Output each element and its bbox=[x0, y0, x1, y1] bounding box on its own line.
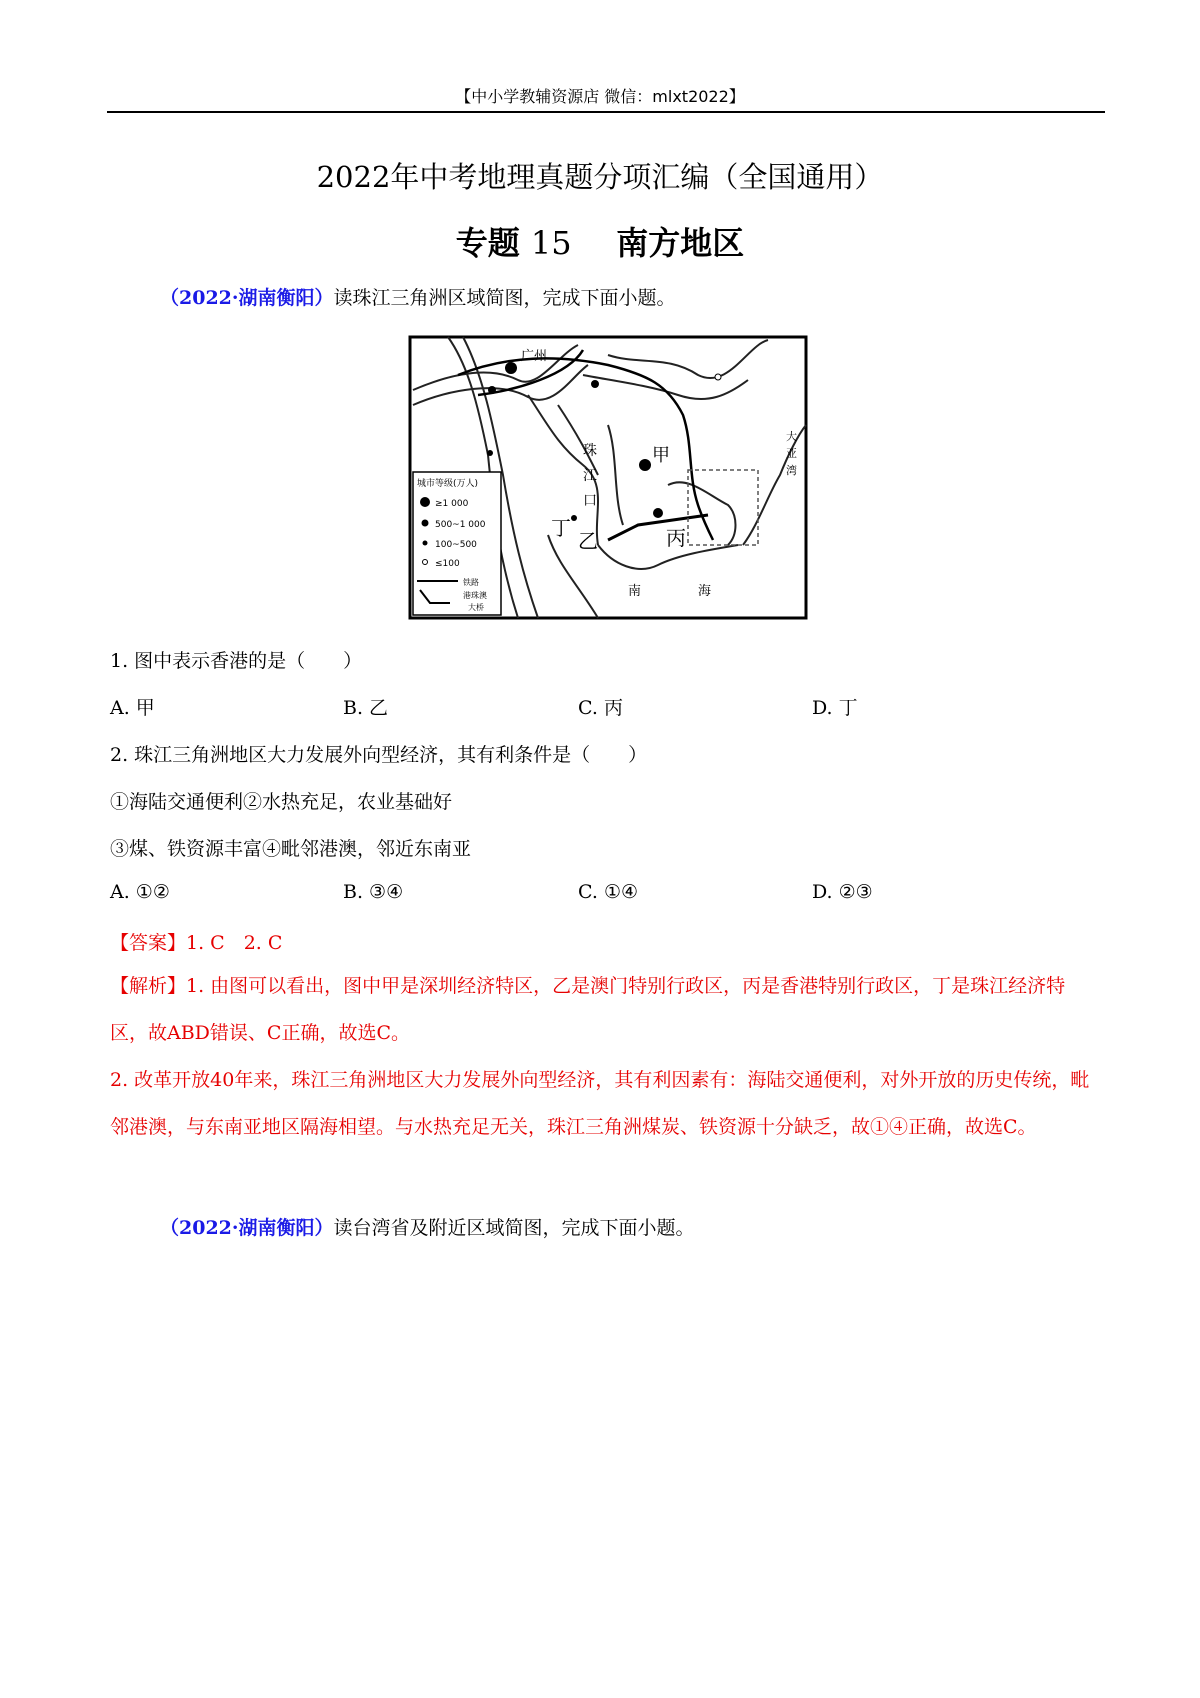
page-header: 【中小学教辅资源店 微信：mlxt2022】 bbox=[455, 87, 745, 106]
label-dayawan: 大 bbox=[786, 430, 797, 443]
label-pearl-mouth: 江 bbox=[583, 468, 597, 484]
city-guangzhou bbox=[505, 362, 517, 374]
q1-option-b: B. 乙 bbox=[343, 697, 389, 719]
header-rule bbox=[107, 111, 1105, 113]
pearl-river-delta-map bbox=[408, 335, 808, 620]
city-dot bbox=[487, 450, 493, 456]
legend-title: 城市等级(万人) bbox=[417, 479, 479, 489]
analysis-paragraph-1 bbox=[110, 963, 1100, 1057]
question-source: （2022·湖南衡阳） bbox=[160, 287, 334, 309]
q2-option-b: B. ③④ bbox=[343, 881, 404, 903]
question-group-intro bbox=[160, 283, 676, 310]
q1-option-c: C. 丙 bbox=[578, 697, 623, 719]
q2-option-d: D. ②③ bbox=[812, 881, 873, 903]
legend-item: 100~500 bbox=[435, 540, 477, 550]
question-group-intro-2 bbox=[160, 1213, 695, 1240]
legend-item: ≤100 bbox=[435, 559, 460, 569]
answer bbox=[110, 928, 282, 955]
label-guangzhou: 广州 bbox=[521, 349, 548, 364]
label-dayawan: 亚 bbox=[786, 447, 797, 460]
topic-prefix: 专题 bbox=[455, 224, 520, 262]
document-title: 2022年中考地理真题分项汇编（全国通用） bbox=[316, 160, 884, 194]
label-jia: 甲 bbox=[652, 445, 670, 466]
question-2-statement: ①海陆交通便利②水热充足，农业基础好 bbox=[110, 791, 453, 813]
city-bing bbox=[653, 508, 663, 518]
topic-name: 南方地区 bbox=[616, 224, 745, 262]
answer-text: 1. C 2. C bbox=[186, 932, 283, 954]
q2-option-c: C. ①④ bbox=[578, 881, 639, 903]
city-ding bbox=[571, 515, 577, 521]
question-1-stem: 1. 图中表示香港的是（ ） bbox=[110, 650, 363, 672]
legend-item: ≥1 000 bbox=[435, 499, 469, 509]
question-2-stem: 2. 珠江三角洲地区大力发展外向型经济，其有利条件是（ ） bbox=[110, 744, 648, 766]
question-2-statement: ③煤、铁资源丰富④毗邻港澳，邻近东南亚 bbox=[110, 838, 472, 860]
legend-item: 500~1 000 bbox=[435, 520, 486, 530]
intro-text: 读珠江三角洲区域简图，完成下面小题。 bbox=[333, 287, 676, 309]
question-source: （2022·湖南衡阳） bbox=[160, 1217, 334, 1239]
analysis-text-1: 1. 由图可以看出，图中甲是深圳经济特区，乙是澳门特别行政区，丙是香港特别行政区，丁是珠江经济特区，故ABD错误、C正确，故选C。 bbox=[110, 975, 1066, 1044]
label-pearl-mouth: 珠 bbox=[583, 443, 597, 459]
topic-number: 15 bbox=[530, 224, 572, 262]
label-yi: 乙 bbox=[578, 529, 598, 553]
q2-option-a: A. ①② bbox=[110, 881, 170, 903]
city-dot bbox=[488, 386, 496, 394]
legend-bridge: 大桥 bbox=[468, 603, 484, 612]
analysis-label: 【解析】 bbox=[110, 975, 187, 997]
map-legend bbox=[413, 472, 501, 615]
intro-text: 读台湾省及附近区域简图，完成下面小题。 bbox=[333, 1217, 695, 1239]
q1-option-a: A. 甲 bbox=[110, 697, 155, 719]
city-jia bbox=[639, 459, 651, 471]
answer-label: 【答案】 bbox=[110, 932, 187, 954]
label-pearl-mouth: 口 bbox=[583, 493, 597, 509]
q1-option-d: D. 丁 bbox=[812, 697, 858, 719]
topic-title bbox=[0, 218, 1200, 264]
city-dot bbox=[591, 380, 599, 388]
label-south-sea: 海 bbox=[698, 584, 712, 599]
legend-railway: 铁路 bbox=[463, 578, 479, 587]
label-ding: 丁 bbox=[551, 516, 571, 540]
label-bing: 丙 bbox=[666, 526, 686, 550]
city-dot bbox=[715, 374, 721, 380]
analysis-paragraph-2: 2. 改革开放40年来，珠江三角洲地区大力发展外向型经济，其有利因素有：海陆交通便利，对外开放的历史传统，毗邻港澳，与东南亚地区隔海相望。与水热充足无关，珠江三角洲煤炭、铁资源十分缺乏，故①④正确，故选C。 bbox=[110, 1069, 1090, 1138]
label-south-sea: 南 bbox=[628, 584, 642, 599]
label-dayawan: 湾 bbox=[786, 464, 797, 477]
legend-bridge: 港珠澳 bbox=[463, 591, 487, 600]
